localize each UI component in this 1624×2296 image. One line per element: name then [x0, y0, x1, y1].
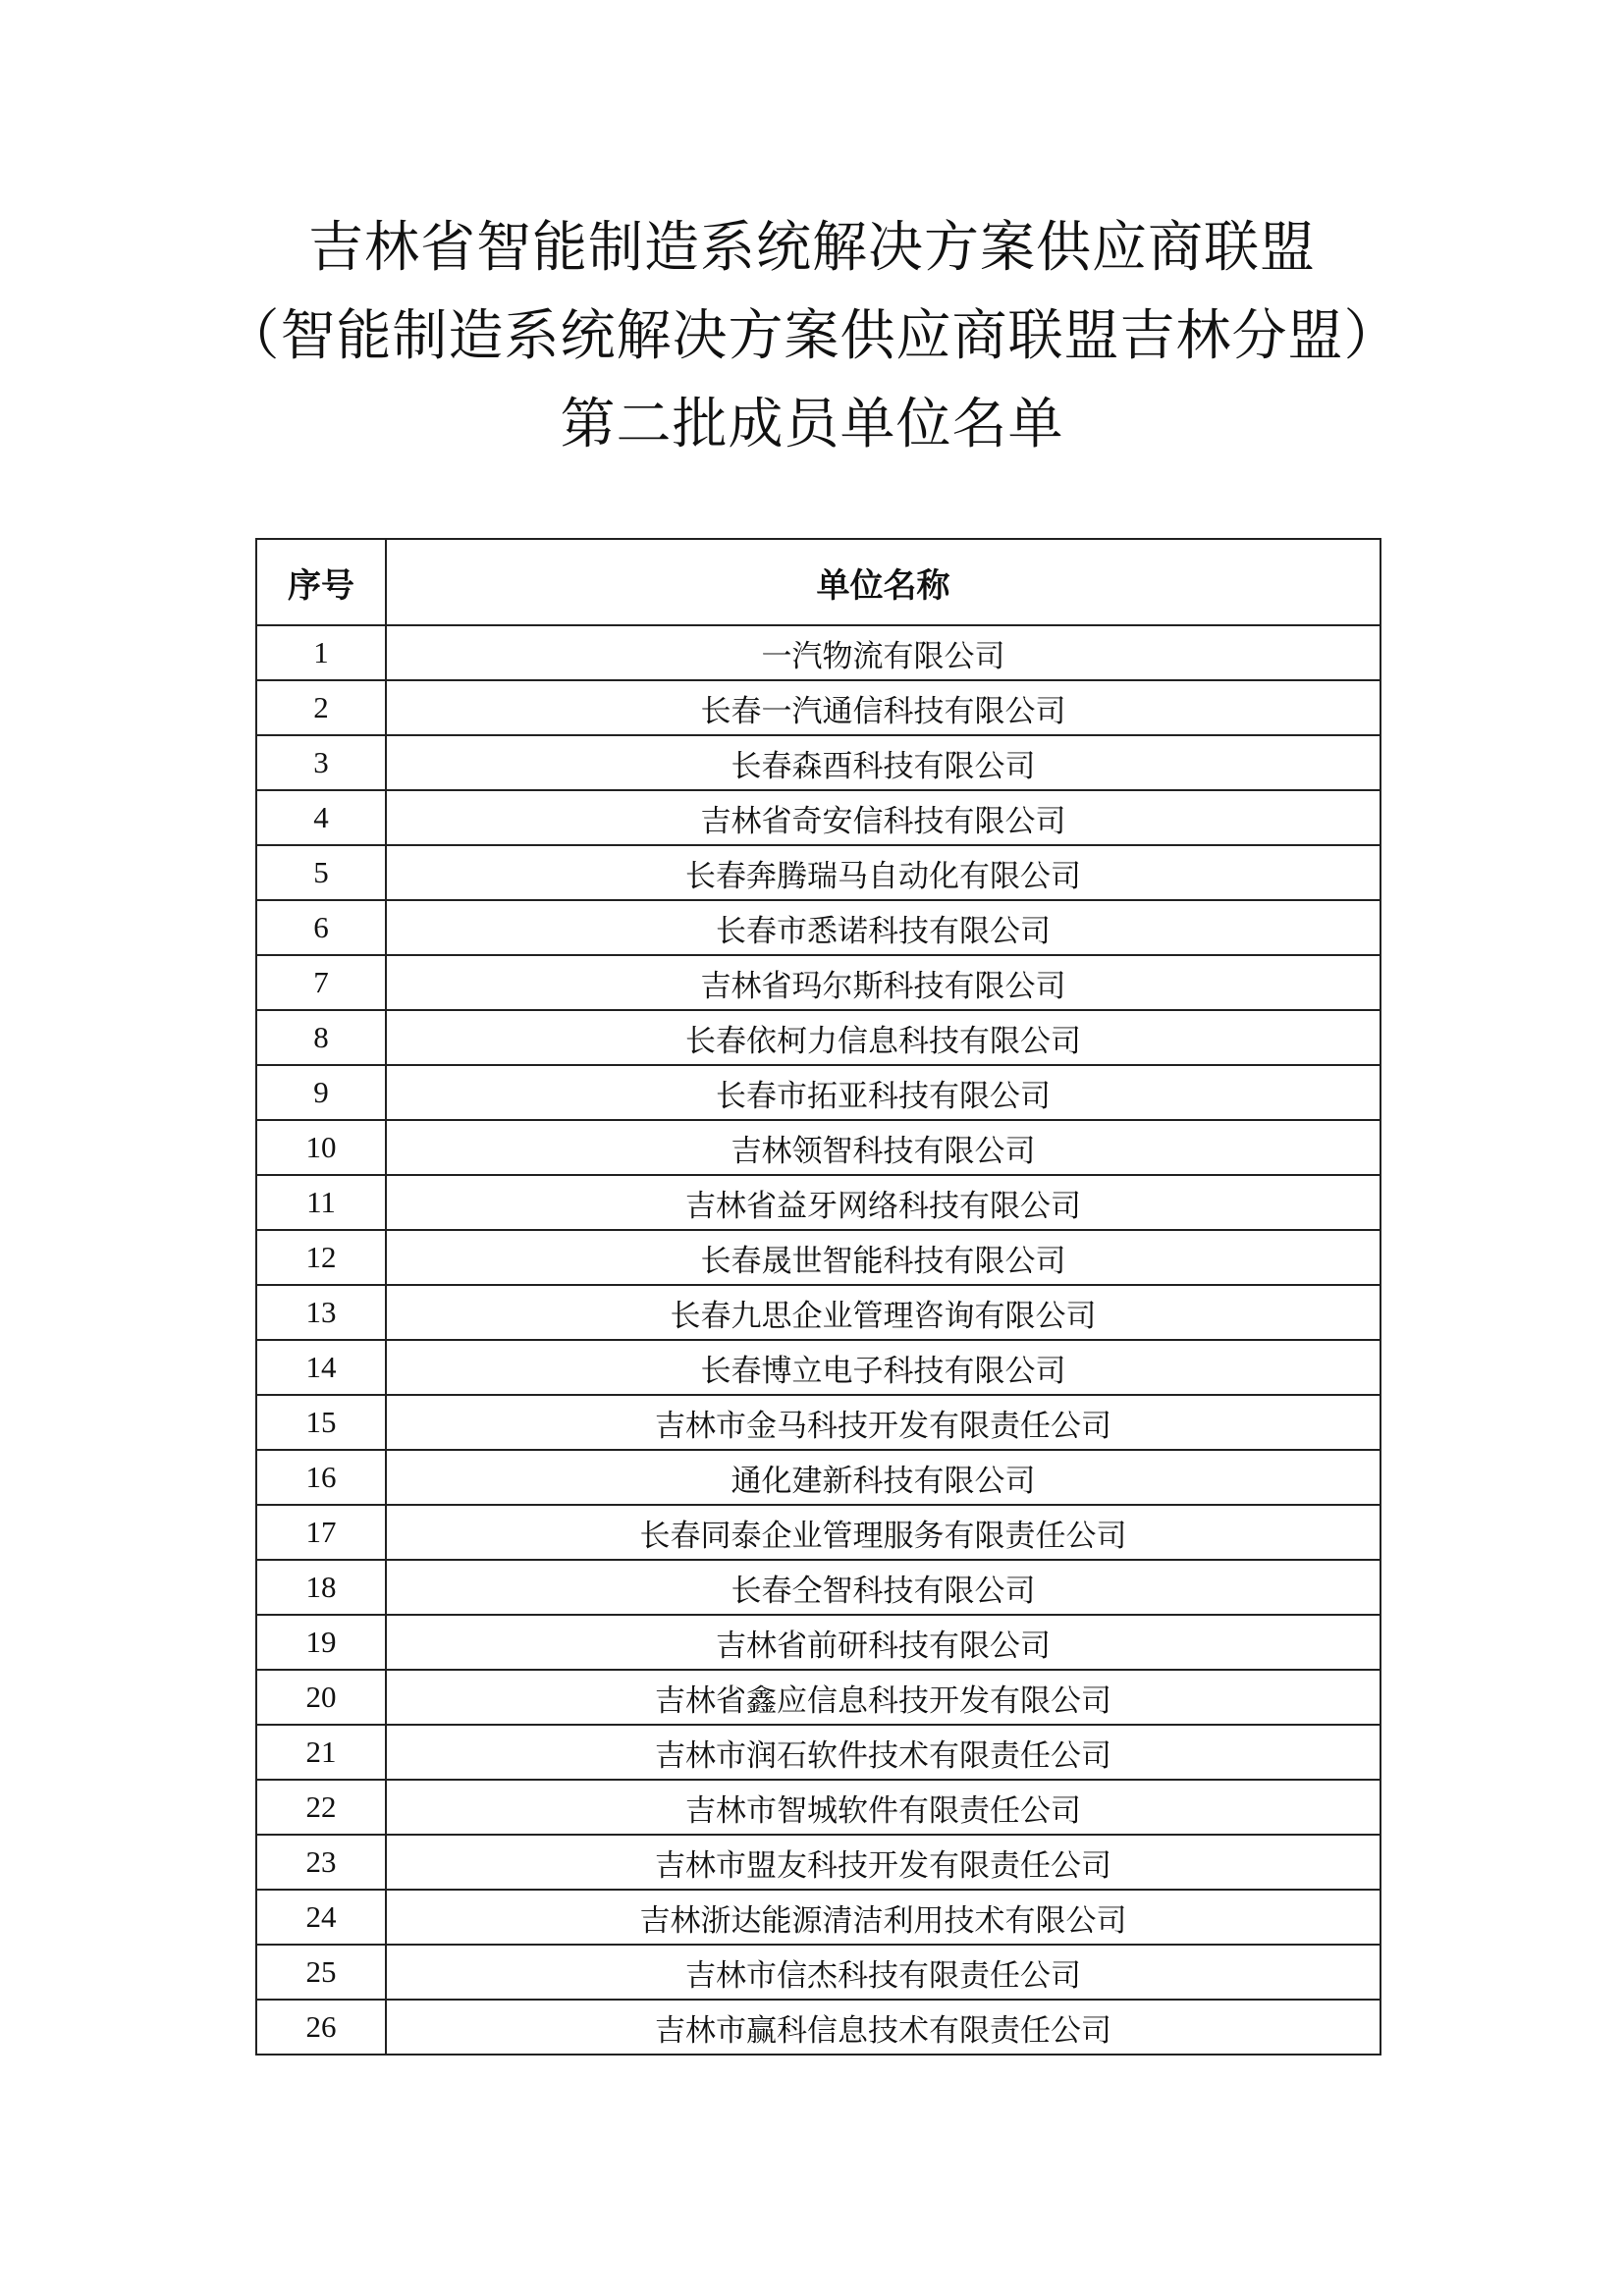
row-unit-name: 长春同泰企业管理服务有限责任公司	[386, 1505, 1380, 1560]
row-unit-name: 吉林省前研科技有限公司	[386, 1615, 1380, 1670]
row-unit-name: 长春九思企业管理咨询有限公司	[386, 1285, 1380, 1340]
row-unit-name: 吉林市盟友科技开发有限责任公司	[386, 1835, 1380, 1890]
table-row	[256, 625, 1380, 680]
row-unit-name: 长春依柯力信息科技有限公司	[386, 1010, 1380, 1065]
table-row	[256, 845, 1380, 900]
table-row	[256, 790, 1380, 845]
row-unit-name: 吉林省益牙网络科技有限公司	[386, 1175, 1380, 1230]
title-line-3: 第二批成员单位名单	[560, 393, 1064, 456]
table-row	[256, 1780, 1380, 1835]
row-serial-number: 12	[256, 1230, 386, 1285]
row-serial-number: 10	[256, 1120, 386, 1175]
table-row	[256, 735, 1380, 790]
row-serial-number: 7	[256, 955, 386, 1010]
table-row	[256, 1725, 1380, 1780]
row-unit-name: 一汽物流有限公司	[386, 625, 1380, 680]
row-unit-name: 吉林省奇安信科技有限公司	[386, 790, 1380, 845]
row-serial-number: 16	[256, 1450, 386, 1505]
table-row	[256, 1175, 1380, 1230]
row-unit-name: 吉林市赢科信息技术有限责任公司	[386, 2000, 1380, 2055]
table-row	[256, 900, 1380, 955]
row-unit-name: 长春一汽通信科技有限公司	[386, 680, 1380, 735]
table-row	[256, 1285, 1380, 1340]
table-body	[256, 625, 1380, 2055]
title-line-1: 吉林省智能制造系统解决方案供应商联盟	[308, 216, 1316, 280]
table-row	[256, 1340, 1380, 1395]
row-serial-number: 22	[256, 1780, 386, 1835]
table-row	[256, 955, 1380, 1010]
row-unit-name: 吉林市智城软件有限责任公司	[386, 1780, 1380, 1835]
row-unit-name: 吉林领智科技有限公司	[386, 1120, 1380, 1175]
row-unit-name: 吉林市金马科技开发有限责任公司	[386, 1395, 1380, 1450]
table-row	[256, 1835, 1380, 1890]
row-serial-number: 6	[256, 900, 386, 955]
table-row	[256, 1670, 1380, 1725]
row-serial-number: 20	[256, 1670, 386, 1725]
title-line-2: （智能制造系统解决方案供应商联盟吉林分盟）	[224, 304, 1400, 368]
row-unit-name: 长春森酉科技有限公司	[386, 735, 1380, 790]
table-row	[256, 1560, 1380, 1615]
table-row	[256, 1230, 1380, 1285]
table-row	[256, 1065, 1380, 1120]
row-serial-number: 23	[256, 1835, 386, 1890]
row-serial-number: 26	[256, 2000, 386, 2055]
row-unit-name: 长春晟世智能科技有限公司	[386, 1230, 1380, 1285]
row-serial-number: 2	[256, 680, 386, 735]
row-serial-number: 13	[256, 1285, 386, 1340]
row-serial-number: 21	[256, 1725, 386, 1780]
row-serial-number: 17	[256, 1505, 386, 1560]
row-serial-number: 9	[256, 1065, 386, 1120]
row-serial-number: 19	[256, 1615, 386, 1670]
table-row	[256, 1395, 1380, 1450]
row-serial-number: 15	[256, 1395, 386, 1450]
row-serial-number: 11	[256, 1175, 386, 1230]
row-unit-name: 吉林省鑫应信息科技开发有限公司	[386, 1670, 1380, 1725]
table-row	[256, 1010, 1380, 1065]
table-row	[256, 1450, 1380, 1505]
row-serial-number: 14	[256, 1340, 386, 1395]
row-serial-number: 3	[256, 735, 386, 790]
row-serial-number: 1	[256, 625, 386, 680]
row-unit-name: 长春博立电子科技有限公司	[386, 1340, 1380, 1395]
row-unit-name: 吉林市信杰科技有限责任公司	[386, 1945, 1380, 2000]
row-unit-name: 吉林市润石软件技术有限责任公司	[386, 1725, 1380, 1780]
row-serial-number: 5	[256, 845, 386, 900]
header-unit-name: 单位名称	[386, 539, 1380, 625]
table-row	[256, 1120, 1380, 1175]
row-serial-number: 18	[256, 1560, 386, 1615]
row-unit-name: 长春市悉诺科技有限公司	[386, 900, 1380, 955]
row-unit-name: 长春仝智科技有限公司	[386, 1560, 1380, 1615]
document-title	[0, 204, 1624, 469]
table-row	[256, 680, 1380, 735]
row-serial-number: 24	[256, 1890, 386, 1945]
table-row	[256, 1505, 1380, 1560]
member-table	[255, 538, 1381, 2056]
row-serial-number: 25	[256, 1945, 386, 2000]
row-serial-number: 8	[256, 1010, 386, 1065]
table-row	[256, 1615, 1380, 1670]
table-header-row	[256, 539, 1380, 625]
table-row	[256, 1890, 1380, 1945]
header-serial-number: 序号	[256, 539, 386, 625]
row-unit-name: 通化建新科技有限公司	[386, 1450, 1380, 1505]
table-row	[256, 2000, 1380, 2055]
row-unit-name: 吉林浙达能源清洁利用技术有限公司	[386, 1890, 1380, 1945]
row-unit-name: 长春奔腾瑞马自动化有限公司	[386, 845, 1380, 900]
row-unit-name: 吉林省玛尔斯科技有限公司	[386, 955, 1380, 1010]
table-row	[256, 1945, 1380, 2000]
row-unit-name: 长春市拓亚科技有限公司	[386, 1065, 1380, 1120]
row-serial-number: 4	[256, 790, 386, 845]
